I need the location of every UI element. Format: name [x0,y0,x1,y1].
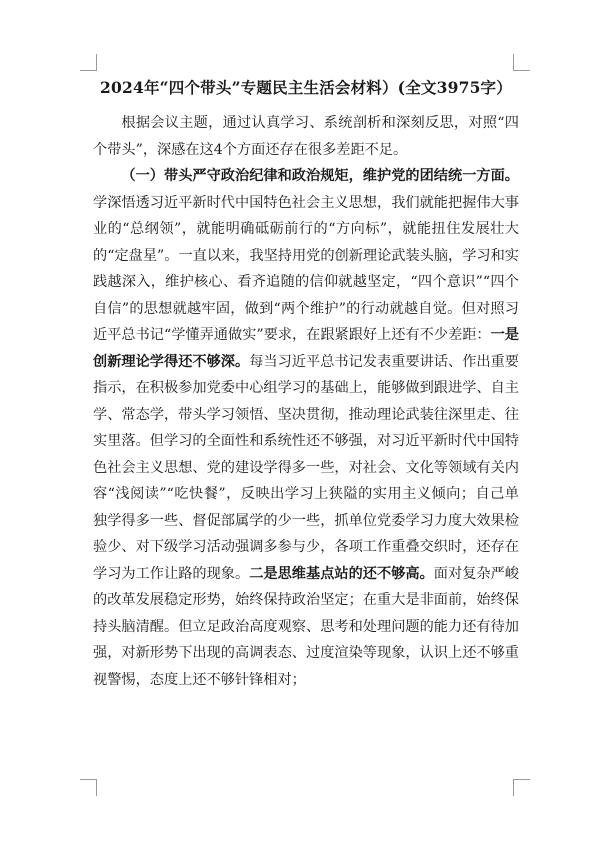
section-1-paragraph [93,163,519,693]
section-1-heading: （一）带头严守政治纪律和政治规矩，维护党的团结统一方面。 [121,168,519,184]
document-body [93,72,519,693]
point-2-heading: 二是思维基点站的还不够高。 [249,565,434,582]
point-2-text: 面对复杂严峻的改革发展稳定形势，始终保持政治坚定；在重大是非面前，始终保持头脑清醒。但立足政治高度观察、思考和处理问题的能力还有待加强，对新形势下出现的高调表态、过度渲染等现象，认识上还不够重视警惕，态度上还不够针锋相对； [93,565,519,688]
intro-paragraph: 根据会议主题，通过认真学习、系统剖析和深刻反思，对照“四个带头”，深感在这4个方面还存在很多差距不足。 [93,115,519,158]
document-title: 2024年“四个带头”专题民主生活会材料）(全文3975字） [100,78,512,97]
margin-corner-mark [513,779,530,796]
margin-corner-mark [513,54,530,71]
point-1-text: 每当习近平总书记发表重要讲话、作出重要指示，在积极参加党委中心组学习的基础上，能够做到跟进学、自主学、常态学，带头学习领悟、坚决贯彻，推动理论武装往深里走、往实里落。但学习的全面性和系统性还不够强，对习近平新时代中国特色社会主义思想、党的建设学得多一些，对社会、文化等领域有关内容“浅阅读”“吃快餐”，反映出学习上狭隘的实用主义倾向；自己单独学得多一些、督促部属学的少一些，抓单位党委学习力度大效果检验少、对下级学习活动强调多参与少，各项工作重叠交织时，还存在学习为工作让路的现象。 [93,353,519,582]
margin-corner-mark [80,54,97,71]
point-1-heading: 一是创新理论学得还不够深。 [93,327,519,370]
section-1-text: 学深悟透习近平新时代中国特色社会主义思想，我们就能把握伟大事业的“总纲领”，就能明确砥砺前行的“方向标”，就能扭住发展壮大的“定盘星”。一直以来，我坚持用党的创新理论武装头脑，学习和实践越深入，维护核心、看齐追随的信仰就越坚定，“四个意识”“四个自信”的思想就越牢固，做到“两个维护”的行动就越自觉。但对照习近平总书记“学懂弄通做实”要求，在跟紧跟好上还有不少差距： [93,194,519,343]
margin-corner-mark [80,779,97,796]
